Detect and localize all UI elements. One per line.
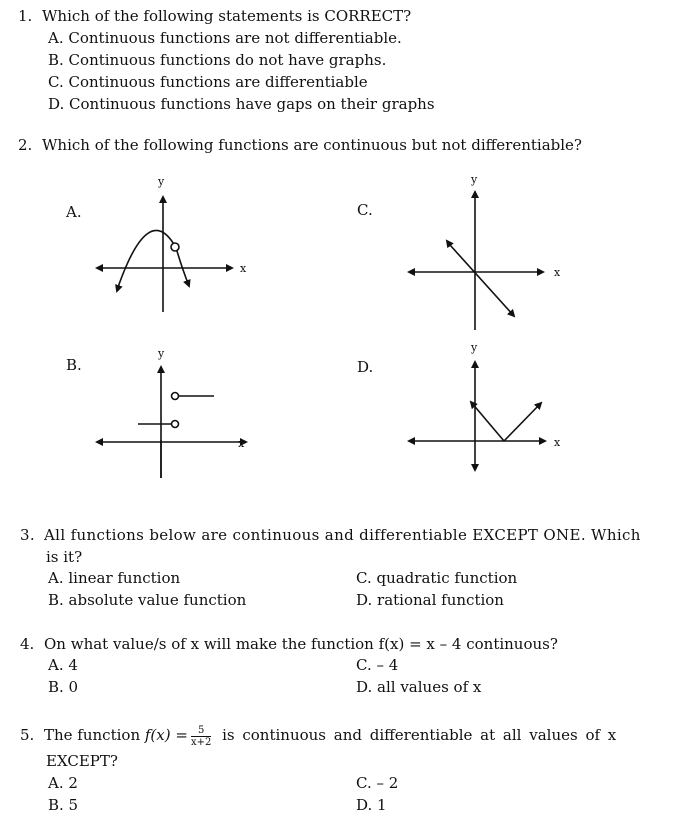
question-4-text: 4. On what value/s of x will make the function f(x) = x – 4 continuous? — [20, 635, 558, 653]
q5-denominator: x+2 — [190, 736, 212, 748]
q1-option-d: D. Continuous functions have gaps on their graphs — [48, 95, 435, 113]
graph-a-open-point — [171, 243, 179, 251]
graph-d-v-left — [471, 402, 504, 441]
graph-a — [97, 197, 232, 312]
graph-a-x-label: x — [240, 262, 247, 275]
question-3 — [20, 524, 641, 568]
graph-d-x-label: x — [554, 436, 561, 449]
graph-c-line — [447, 241, 450, 245]
q3-option-c: C. quadratic function — [356, 569, 518, 587]
q1-option-a: A. Continuous functions are not differentiable. — [48, 29, 402, 47]
q4-option-b: B. 0 — [48, 678, 79, 696]
q5-fraction — [191, 725, 211, 748]
q1-option-c: C. Continuous functions are differentiable — [48, 73, 368, 91]
graph-label-c: C. — [357, 201, 373, 219]
q5-option-a: A. 2 — [48, 774, 78, 792]
q3-option-b: B. absolute value function — [48, 591, 247, 609]
graph-label-a: A. — [66, 203, 82, 221]
graph-d-v-right — [504, 403, 541, 441]
graph-b-y-label: y — [158, 347, 165, 360]
q5-option-c: C. – 2 — [356, 774, 399, 792]
q3-option-d: D. rational function — [356, 591, 504, 609]
q5-option-b: B. 5 — [48, 796, 79, 814]
graph-d — [409, 362, 545, 470]
graph-a-curve-left — [117, 230, 175, 290]
graph-label-d: D. — [357, 358, 374, 376]
graph-c-x-label: x — [554, 266, 561, 279]
q1-option-b: B. Continuous functions do not have graphs. — [48, 51, 387, 69]
question-1-text: 1. Which of the following statements is CORRECT? — [18, 7, 412, 25]
question-3-text: 3. All functions below are continuous and differentiable EXCEPT ONE. Which — [20, 526, 641, 544]
q5-function: f(x) = — [144, 726, 188, 744]
graph-c-y-label: y — [471, 173, 478, 186]
question-2-text: 2. Which of the following functions are continuous but not differentiable? — [18, 136, 582, 154]
q3-option-a: A. linear function — [48, 569, 181, 587]
graph-b — [97, 367, 246, 478]
q4-option-a: A. 4 — [48, 656, 78, 674]
graph-label-b: B. — [66, 356, 82, 374]
question-5-text: 5. The function f(x) = $\frac{5}{x+2}$ is continuous and differentiable at all values of x — [20, 724, 617, 748]
q4-option-c: C. – 4 — [356, 656, 399, 674]
graph-b-open-point-high — [172, 393, 179, 400]
q5-option-d: D. 1 — [356, 796, 387, 814]
graph-a-y-label: y — [158, 175, 165, 188]
q5-numerator: 5 — [191, 725, 211, 737]
graph-b-open-point-low — [172, 421, 179, 428]
question-3-text-line2: is it? — [46, 548, 83, 566]
graph-d-y-label: y — [471, 341, 478, 354]
q4-option-d: D. all values of x — [356, 678, 482, 696]
question-4 — [20, 633, 558, 655]
question-5-text-line2: EXCEPT? — [46, 752, 118, 770]
graph-c — [409, 192, 543, 330]
graph-b-x-label: x — [238, 437, 245, 450]
question-5 — [20, 720, 616, 772]
